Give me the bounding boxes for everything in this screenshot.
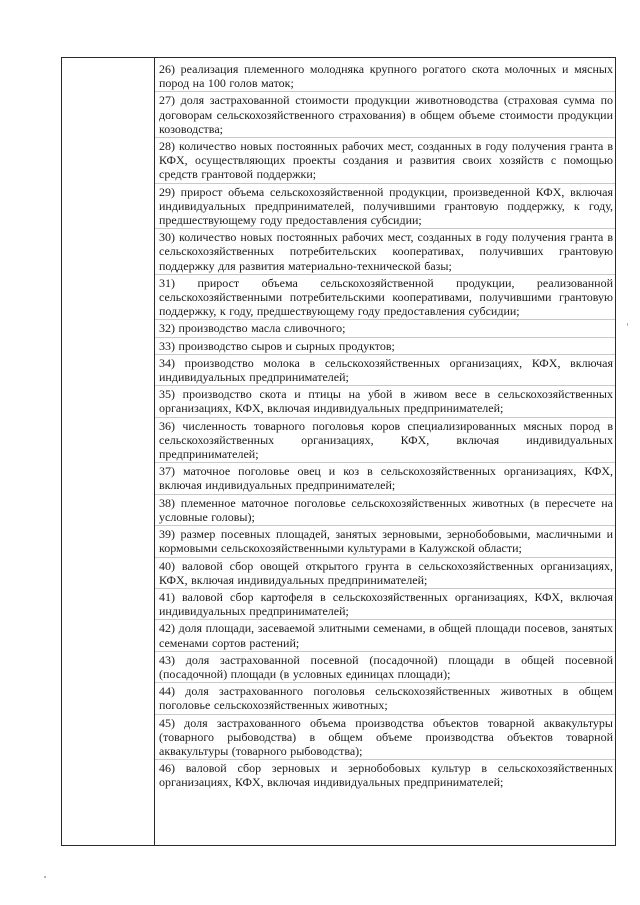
indicator-item: 31) прирост объема сельскохозяйственной продукции, реализованной сельскохозяйственными потребительскими кооперативами, получившими грантовую поддержку, к году, предшествующему году предоставления субсидии;: [155, 275, 615, 321]
indicator-item: 41) валовой сбор картофеля в сельскохозяйственных организациях, КФХ, включая индивидуальных предпринимателей;: [155, 589, 615, 620]
indicator-item: 44) доля застрахованного поголовья сельскохозяйственных животных в общем поголовье сельскохозяйственных животных;: [155, 683, 615, 714]
indicator-item: 45) доля застрахованного объема производства объектов товарной аквакультуры (товарного рыбоводства) в общем объеме производства объектов товарной аквакультуры (товарного рыбоводства);: [155, 715, 615, 761]
indicator-item: 26) реализация племенного молодняка крупного рогатого скота молочных и мясных пород на 100 голов маток;: [155, 58, 615, 92]
indicator-item: 39) размер посевных площадей, занятых зерновыми, зернобобовыми, масличными и кормовыми сельскохозяйственными культурами в Калужской области;: [155, 526, 615, 557]
table-left-column: [62, 58, 155, 845]
indicator-item: 36) численность товарного поголовья коров специализированных мясных пород в сельскохозяйственных организациях, КФХ, включая индивидуальных предпринимателей;: [155, 418, 615, 464]
indicator-item: 32) производство масла сливочного;: [155, 320, 615, 337]
indicator-item: 30) количество новых постоянных рабочих мест, созданных в году получения гранта в сельскохозяйственных потребительских кооперативах, получивших грантовую поддержку для развития материально-технической базы;: [155, 229, 615, 275]
indicator-item: 35) производство скота и птицы на убой в живом весе в сельскохозяйственных организациях, КФХ, включая индивидуальных предпринимателей;: [155, 386, 615, 417]
indicator-item: 27) доля застрахованной стоимости продукции животноводства (страховая сумма по договорам сельскохозяйственного страхования) в общем объеме стоимости продукции козоводства;: [155, 92, 615, 138]
indicator-item: 33) производство сыров и сырных продуктов;: [155, 338, 615, 355]
indicator-item: 43) доля застрахованной посевной (посадочной) площади в общей посевной (посадочной) площади (в условных единицах площади);: [155, 652, 615, 683]
indicator-item: 37) маточное поголовье овец и коз в сельскохозяйственных организациях, КФХ, включая индивидуальных предпринимателей;: [155, 463, 615, 494]
indicator-item: 38) племенное маточное поголовье сельскохозяйственных животных (в пересчете на условные головы);: [155, 495, 615, 526]
indicators-table: [61, 57, 616, 846]
indicator-item: 29) прирост объема сельскохозяйственной продукции, произведенной КФХ, включая индивидуальных предпринимателей, получившими грантовую поддержку, к году, предшествующему году предоставления субсидии;: [155, 184, 615, 230]
indicator-item: 46) валовой сбор зерновых и зернобобовых культур в сельскохозяйственных организациях, КФХ, включая индивидуальных предпринимателей;: [159, 761, 613, 790]
indicator-item: 34) производство молока в сельскохозяйственных организациях, КФХ, включая индивидуальных предпринимателей;: [155, 355, 615, 386]
indicator-item: 28) количество новых постоянных рабочих мест, созданных в году получения гранта в КФХ, осуществляющих проекты создания и развития своих хозяйств с помощью средств грантовой поддержки;: [155, 138, 615, 184]
indicators-list: [155, 58, 615, 845]
scan-speck: [44, 876, 46, 878]
scan-speck: [627, 323, 628, 326]
indicator-item: 40) валовой сбор овощей открытого грунта в сельскохозяйственных организациях, КФХ, включая индивидуальных предпринимателей;: [155, 558, 615, 589]
indicator-item: 42) доля площади, засеваемой элитными семенами, в общей площади посевов, занятых семенами сортов растений;: [155, 620, 615, 651]
